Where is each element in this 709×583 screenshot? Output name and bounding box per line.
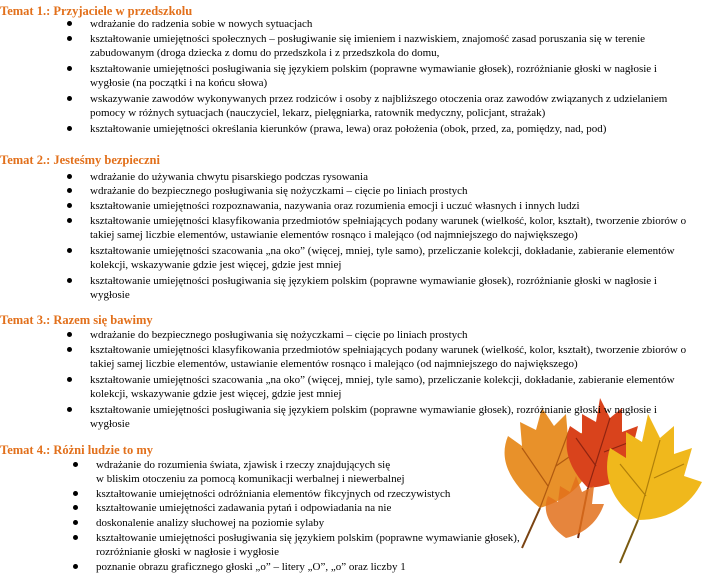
topic-2-heading: Temat 2.: Jesteśmy bezpieczni: [0, 153, 160, 167]
topic-1-bullet-4: [90, 92, 700, 120]
bullet-text: wskazywanie zawodów wykonywanych przez rodziców i osoby z najbliższego otoczenia oraz zawodów związanych z udzielaniem pomocy w różnych sytuacjach (nauczyciel, lekarz, pielęgniarka, ratownik medyczny, policjant, strażak): [90, 93, 668, 119]
topic-3-bullet-1: [90, 328, 700, 342]
bullet-text: kształtowanie umiejętności posługiwania się językiem polskim (poprawne wymawianie głosek),: [96, 532, 520, 544]
topic-4-bullet-5: [96, 531, 566, 559]
bullet-text-continued: rozróżnianie głoski w nagłosie i wygłosie: [96, 546, 279, 558]
topic-3-heading: Temat 3.: Razem się bawimy: [0, 313, 153, 327]
bullet-text: wdrażanie do używania chwytu pisarskiego podczas rysowania: [90, 171, 368, 183]
topic-4-bullet-2: [96, 487, 556, 501]
topic-4-bullet-1: [96, 458, 536, 486]
bullet-text: kształtowanie umiejętności posługiwania się językiem polskim (poprawne wymawianie głosek), rozróżnianie głoski w nagłosie i wygłosie: [90, 275, 657, 301]
bullet-text: wdrażanie do bezpiecznego posługiwania się nożyczkami – cięcie po liniach prostych: [90, 329, 468, 341]
topic-2-bullet-5: [90, 244, 690, 272]
topic-1-bullet-3: [90, 62, 696, 90]
topic-1-bullet-5: [90, 122, 700, 136]
topic-3-bullet-4: [90, 403, 690, 431]
bullet-text-continued: w bliskim otoczeniu za pomocą komunikacji werbalnej i niewerbalnej: [96, 473, 405, 485]
bullet-text: kształtowanie umiejętności zadawania pytań i odpowiadania na nie: [96, 502, 392, 514]
topic-2-bullet-6: [90, 274, 690, 302]
bullet-text: kształtowanie umiejętności klasyfikowania przedmiotów spełniających podany warunek (wielkość, kolor, kształt), tworzenie zbiorów o takiej samej liczbie elementów, ustawianie elementów rosnąco i malejąco (od najmniejszego do największego): [90, 344, 687, 370]
bullet-text: wdrażanie do rozumienia świata, zjawisk i rzeczy znajdujących się: [96, 459, 391, 471]
bullet-text: kształtowanie umiejętności szacowania „na oko” (więcej, mniej, tyle samo), przeliczanie kolekcji, dokładanie, zabieranie elementów kolekcji, wskazywanie gdzie jest więcej, gdzie jest mniej: [90, 245, 675, 271]
topic-1-heading: Temat 1.: Przyjaciele w przedszkolu: [0, 4, 193, 18]
topic-4-bullet-3: [96, 501, 556, 515]
topic-1-bullet-2: [90, 32, 702, 60]
topic-4-bullet-4: [96, 516, 556, 530]
bullet-text: wdrażanie do radzenia sobie w nowych sytuacjach: [90, 18, 313, 30]
bullet-text: kształtowanie umiejętności społecznych – posługiwanie się imieniem i nazwiskiem, znajomość zasad poruszania się w terenie zabudowanym (droga dziecka z domu do przedszkola i z przedszkola do domu,: [90, 33, 646, 59]
bullet-text: kształtowanie umiejętności rozpoznawania, nazywania oraz rozumienia emocji i uczuć własnych i innych ludzi: [90, 200, 580, 212]
topic-4-heading: Temat 4.: Różni ludzie to my: [0, 443, 153, 457]
bullet-text: poznanie obrazu graficznego głoski „o” – litery „O”, „o” oraz liczby 1: [96, 561, 406, 573]
topic-2-bullet-3: [90, 199, 700, 213]
topic-1-bullet-1: [90, 17, 700, 31]
bullet-text: wdrażanie do bezpiecznego posługiwania się nożyczkami – cięcie po liniach prostych: [90, 185, 468, 197]
topic-3-bullet-3: [90, 373, 690, 401]
bullet-text: kształtowanie umiejętności szacowania „na oko” (więcej, mniej, tyle samo), przeliczanie kolekcji, dokładanie, zabieranie elementów kolekcji, wskazywanie gdzie jest więcej, gdzie jest mniej: [90, 374, 675, 400]
topic-2-bullet-1: [90, 170, 700, 184]
bullet-text: kształtowanie umiejętności posługiwania się językiem polskim (poprawne wymawianie głosek), rozróżnianie głoski w nagłosie i wygłosie (na początki i na końcu słowa): [90, 63, 657, 89]
topic-3-bullet-2: [90, 343, 702, 371]
bullet-text: kształtowanie umiejętności odróżniania elementów fikcyjnych od rzeczywistych: [96, 488, 451, 500]
bullet-text: kształtowanie umiejętności posługiwania się językiem polskim (poprawne wymawianie głosek), rozróżnianie głoski w nagłosie i wygłosie: [90, 404, 657, 430]
bullet-text: kształtowanie umiejętności określania kierunków (prawa, lewa) oraz położenia (obok, przed, za, pomiędzy, nad, pod): [90, 123, 607, 135]
topic-2-bullet-4: [90, 214, 702, 242]
topic-2-bullet-2: [90, 184, 700, 198]
topic-4-bullet-6: [96, 560, 566, 574]
bullet-text: kształtowanie umiejętności klasyfikowania przedmiotów spełniających podany warunek (wielkość, kolor, kształt), tworzenie zbiorów o takiej samej liczbie elementów, ustawianie elementów rosnąco i malejąco (od najmniejszego do największego): [90, 215, 687, 241]
bullet-text: doskonalenie analizy słuchowej na poziomie sylaby: [96, 517, 325, 529]
